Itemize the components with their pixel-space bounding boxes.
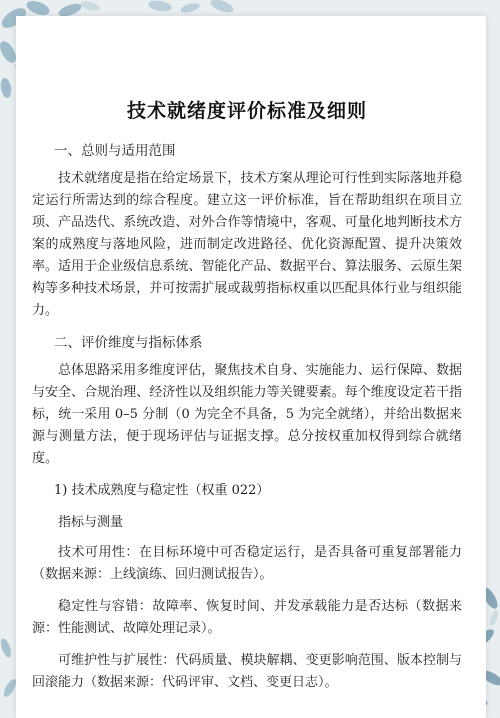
subsection-label-metrics: 指标与测量 [58, 515, 124, 530]
paragraph-dimensions: 总体思路采用多维度评估，聚焦技术自身、实施能力、运行保障、数据与安全、合规治理、经济性以及组织能力等关键要素。每个维度设定若干指标，统一采用 0–5 分制（0 为完全不具备，5 为完全就绪），并给出数据来源与测量方法，便于现场评估与证据支撑。总分按权重加权得到综合就绪度。 [32, 363, 462, 466]
document-content [32, 98, 462, 704]
section-heading-dimensions: 二、评价维度与指标体系 [54, 335, 203, 351]
item-maintainability: 可维护性与扩展性：代码质量、模块解耦、变更影响范围、版本控制与回滚能力（数据来源：代码评审、文档、变更日志）。 [32, 653, 462, 690]
paragraph-general: 技术就绪度是指在给定场景下，技术方案从理论可行性到实际落地并稳定运行所需达到的综合程度。建立这一评价标准，旨在帮助组织在项目立项、产品迭代、系统改造、对外合作等情境中，客观、可量化地判断技术方案的成熟度与落地风险，进而制定改进路径、优化资源配置、提升决策效率。适用于企业级信息系统、智能化产品、数据平台、算法服务、云原生架构等多种技术场景，并可按需扩展或裁剪指标权重以匹配具体行业与组织能力。 [32, 171, 462, 318]
item-availability: 技术可用性：在目标环境中可否稳定运行，是否具备可重复部署能力（数据来源：上线演练、回归测试报告）。 [32, 545, 462, 582]
page-title: 技术就绪度评价标准及细则 [126, 100, 367, 122]
subsection-heading-maturity: 1) 技术成熟度与稳定性（权重 022） [54, 483, 270, 498]
section-heading-general: 一、总则与适用范围 [54, 143, 176, 159]
item-stability: 稳定性与容错：故障率、恢复时间、并发承载能力是否达标（数据来源：性能测试、故障处理记录）。 [32, 599, 462, 636]
